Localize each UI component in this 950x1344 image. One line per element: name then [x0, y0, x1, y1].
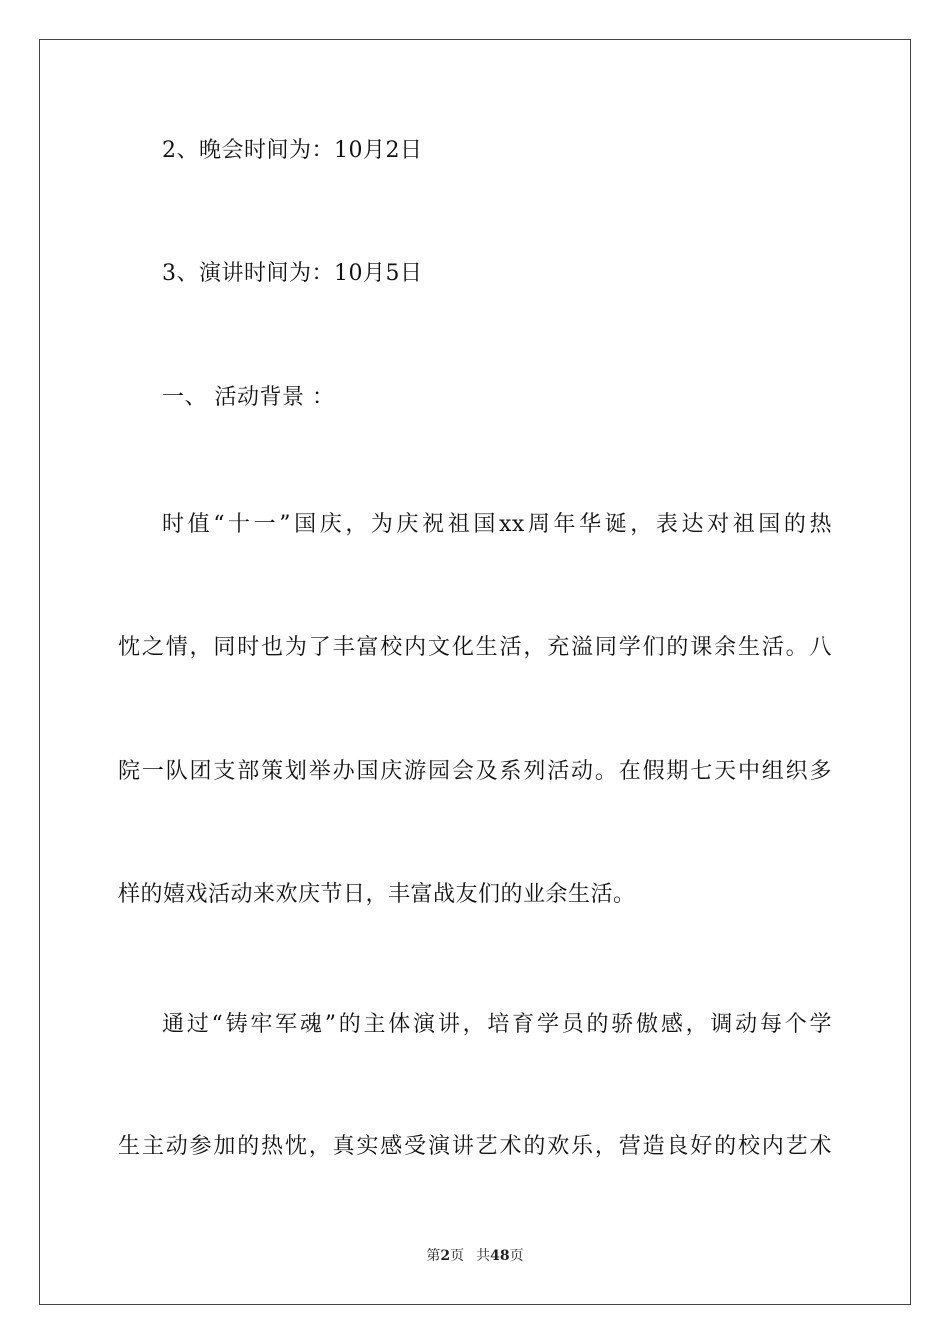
page-total: 48 [490, 1248, 510, 1264]
page-number-current: 2 [440, 1248, 451, 1264]
schedule-item-speech: 3、演讲时间为：10月5日 [162, 261, 423, 286]
paragraph-line: 院一队团支部策划举办国庆游园会及系列活动。在假期七天中组织多 [118, 759, 832, 784]
page-footer [0, 1246, 950, 1266]
page-number-prefix: 第 [426, 1248, 441, 1264]
paragraph-line: 生主动参加的热忱，真实感受演讲艺术的欢乐，营造良好的校内艺术 [118, 1134, 832, 1159]
paragraph-line: 时值“十一”国庆，为庆祝祖国xx周年华诞，表达对祖国的热 [162, 512, 832, 537]
page-number-suffix: 页 [450, 1248, 465, 1264]
schedule-item-gala: 2、晚会时间为：10月2日 [162, 138, 423, 163]
paragraph-line: 通过“铸牢军魂”的主体演讲，培育学员的骄傲感，调动每个学 [162, 1012, 832, 1037]
page-frame [39, 39, 911, 1305]
paragraph-line: 样的嬉戏活动来欢庆节日，丰富战友们的业余生活。 [118, 882, 636, 907]
section-heading-background: 一、 活动背景 ： [162, 385, 335, 410]
paragraph-line: 忱之情，同时也为了丰富校内文化生活，充溢同学们的课余生活。八 [118, 635, 832, 660]
page-total-prefix: 共 [476, 1248, 491, 1264]
page-total-suffix: 页 [509, 1248, 524, 1264]
